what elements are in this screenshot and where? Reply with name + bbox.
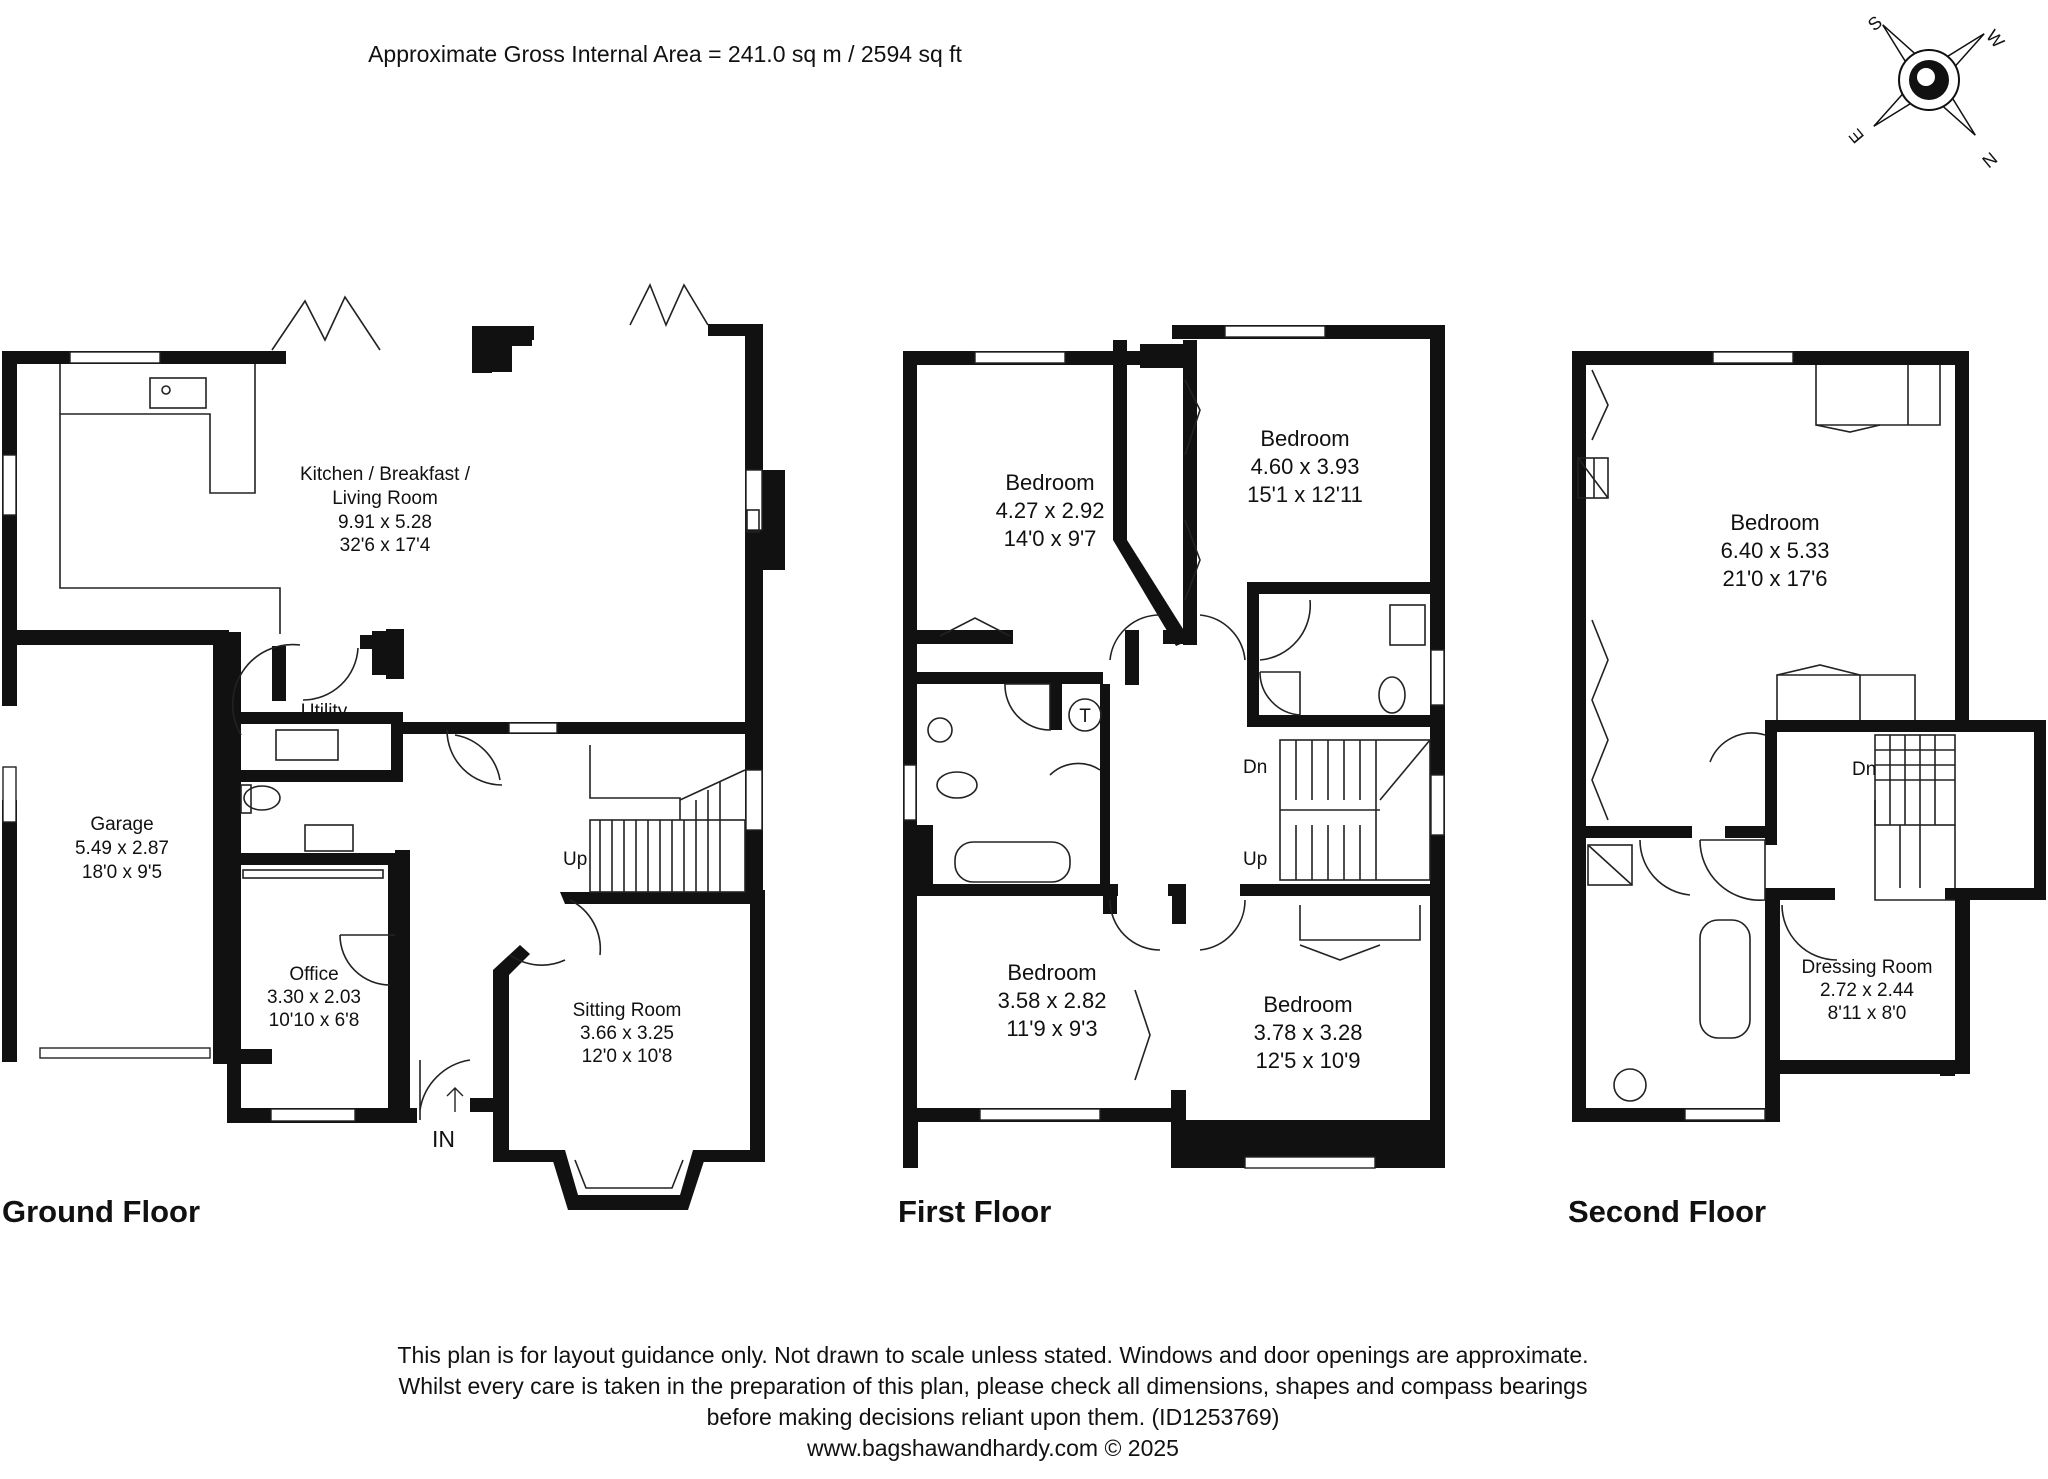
- svg-text:9.91 x 5.28: 9.91 x 5.28: [337, 512, 433, 533]
- first-up-label: Up: [1243, 849, 1268, 870]
- svg-text:6.40 x 5.33: 6.40 x 5.33: [1720, 538, 1830, 563]
- ground-floor-plan: [2, 285, 785, 1229]
- svg-text:2.72 x 2.44: 2.72 x 2.44: [1819, 980, 1915, 1001]
- room-label-kitchen: [300, 464, 471, 556]
- second-stairs: [1875, 735, 1955, 900]
- svg-text:4.27 x 2.92: 4.27 x 2.92: [995, 498, 1105, 523]
- ground-floor-title: Ground Floor: [2, 1194, 201, 1229]
- room-label-bedroom-3: [998, 960, 1107, 1041]
- svg-text:8'11 x 8'0: 8'11 x 8'0: [1827, 1003, 1907, 1024]
- disclaimer: [397, 1342, 1588, 1461]
- website-link[interactable]: www.bagshawandhardy.com © 2025: [807, 1435, 1179, 1461]
- first-dn-label: Dn: [1243, 757, 1268, 778]
- first-floor-plan: [898, 325, 1445, 1229]
- svg-text:Garage: Garage: [90, 814, 154, 835]
- svg-text:3.58 x 2.82: 3.58 x 2.82: [997, 988, 1107, 1013]
- svg-text:Living Room: Living Room: [332, 488, 438, 509]
- room-label-bedroom-4: [1254, 992, 1363, 1073]
- svg-text:5.49 x 2.87: 5.49 x 2.87: [74, 838, 170, 859]
- svg-text:15'1 x 12'11: 15'1 x 12'11: [1247, 482, 1363, 507]
- compass-letter-s: S: [1863, 11, 1886, 35]
- room-label-bedroom-2: [1247, 426, 1363, 507]
- svg-text:Bedroom: Bedroom: [1005, 470, 1095, 495]
- room-label-bedroom-1: [996, 470, 1105, 551]
- ground-stairs: [590, 745, 745, 892]
- room-label-garage: [75, 814, 169, 883]
- svg-text:3.30 x 2.03: 3.30 x 2.03: [266, 987, 362, 1008]
- svg-text:This plan is for layout guidan: This plan is for layout guidance only. Not drawn to scale unless stated. Windows and door openings are approximate.: [397, 1342, 1589, 1368]
- second-dn-label: Dn: [1852, 759, 1877, 780]
- first-floor-title: First Floor: [898, 1194, 1052, 1229]
- svg-text:Sitting Room: Sitting Room: [572, 1000, 682, 1021]
- first-tank-label: T: [1079, 706, 1091, 727]
- gross-area-text: Approximate Gross Internal Area = 241.0 sq m / 2594 sq ft: [368, 41, 962, 67]
- second-floor-title: Second Floor: [1568, 1194, 1767, 1229]
- svg-text:3.78 x 3.28: 3.78 x 3.28: [1253, 1020, 1363, 1045]
- svg-text:32'6 x 17'4: 32'6 x 17'4: [339, 535, 431, 556]
- svg-text:3.66 x 3.25: 3.66 x 3.25: [579, 1023, 675, 1044]
- svg-text:Kitchen / Breakfast /: Kitchen / Breakfast /: [299, 464, 471, 485]
- svg-text:14'0 x 9'7: 14'0 x 9'7: [1003, 526, 1097, 551]
- compass-letter-e: E: [1844, 125, 1868, 148]
- svg-text:Office: Office: [289, 964, 339, 985]
- compass-letter-w: W: [1982, 25, 2009, 52]
- first-stairs: [1280, 740, 1430, 880]
- compass-icon: [1845, 12, 2009, 172]
- svg-text:Bedroom: Bedroom: [1730, 510, 1820, 535]
- svg-text:11'9 x 9'3: 11'9 x 9'3: [1006, 1016, 1098, 1041]
- svg-text:12'0 x 10'8: 12'0 x 10'8: [581, 1046, 673, 1067]
- svg-text:10'10 x 6'8: 10'10 x 6'8: [268, 1010, 360, 1031]
- svg-text:Bedroom: Bedroom: [1263, 992, 1353, 1017]
- entrance-label: IN: [432, 1126, 455, 1152]
- room-label-office: [267, 964, 361, 1031]
- svg-text:Dressing Room: Dressing Room: [1801, 957, 1933, 978]
- compass-letter-n: N: [1978, 148, 2002, 172]
- svg-text:Whilst every care is taken in: Whilst every care is taken in the preparation of this plan, please check all dimensions, shapes and compass bearings: [398, 1373, 1588, 1399]
- svg-text:18'0 x 9'5: 18'0 x 9'5: [81, 862, 163, 883]
- svg-text:21'0 x 17'6: 21'0 x 17'6: [1722, 566, 1828, 591]
- room-label-bedroom-5: [1721, 510, 1830, 591]
- svg-text:Bedroom: Bedroom: [1260, 426, 1350, 451]
- svg-text:4.60 x 3.93: 4.60 x 3.93: [1250, 454, 1360, 479]
- ground-up-label: Up: [563, 849, 588, 870]
- room-label-sitting: [573, 1000, 682, 1067]
- second-floor-plan: [1568, 351, 2046, 1229]
- svg-text:before making decisions relian: before making decisions reliant upon them. (ID1253769): [706, 1404, 1280, 1430]
- room-label-dressing: [1802, 957, 1933, 1024]
- svg-text:Bedroom: Bedroom: [1007, 960, 1097, 985]
- svg-text:12'5 x 10'9: 12'5 x 10'9: [1255, 1048, 1361, 1073]
- room-label-utility: Utility: [300, 701, 348, 722]
